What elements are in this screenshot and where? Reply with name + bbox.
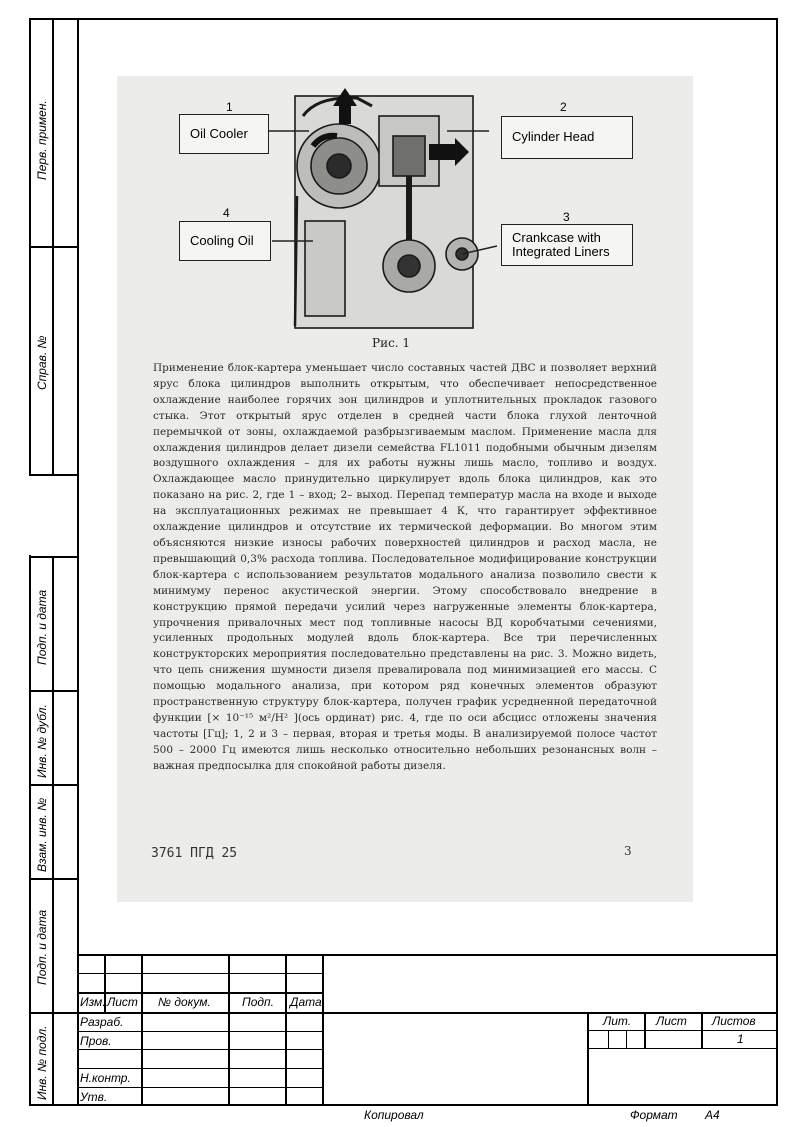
stamp-lit-col-d bbox=[701, 1012, 703, 1048]
label-podp-data-bottom: Подп. и дата bbox=[35, 909, 49, 985]
stamp-row-7 bbox=[77, 1087, 322, 1088]
side-sep-3 bbox=[29, 556, 77, 558]
stamp-n-dokum: № докум. bbox=[158, 995, 211, 1009]
label-podp-data-top: Подп. и дата bbox=[35, 589, 49, 665]
side-column-divider-lower bbox=[52, 556, 54, 1106]
stamp-lit-col-c bbox=[644, 1012, 646, 1048]
stamp-list-hdr: Лист bbox=[656, 1014, 687, 1028]
stamp-lit-col-a bbox=[608, 1030, 609, 1048]
body-paragraph: Применение блок-картера уменьшает число составных частей ДВС и позволяет верхний ярус блока цилиндров выполнить открытым, что обеспечивает непосредственное охлаждение наиболее горячих зон цилиндров и уплотнительных прокладок газового стыка. Этот открытый ярус отделен в средней части блока глухой ленточной перемычкой от зоны, охлаждаемой разбрызгиваемым маслом. Применение масла для охлаждения цилиндров делает дизели семейства FL1011 подобными обычным дизелям воздушного охлаждения – для их работы нужны лишь масло, топливо и воздух. Охлаждающее масло принудительно циркулирует вдоль блока цилиндров, как это показано на рис. 2, где 1 – вход; 2– выход. Перепад температур масла на входе и выходе на эксплуатационных режимах не превышает 4 К, что гарантирует эффективное охлаждение цилиндров и отсутствие их термической деформации. Во многом этим объясняются низкие износы рабочих поверхностей цилиндров и расход масла, не превышающий 0,3% расхода топлива. Последовательное модифицирование конструкции блок-картера с использованием результатов модального анализа позволило свести к минимуму перенос акустической энергии. Этому способствовало внедрение в конструкцию прямой передачи усилий через нагруженные элементы блок-картера, упрочнения привалочных мест под топливные насосы ВД коробчатыми сечениями, усиленных продольных модулей вдоль блок-картера. Все три перечисленных конструкторских мероприятия последовательно представлены на рис. 3. Можно видеть, что цепь снижения шумности дизеля превалировала под минимизацией его массы. С помощью модального анализа, при котором ряд конечных элементов образуют пространственную структуру блок-картера, получен график усредненной передаточной функции [× 10⁻¹⁵ м²/Н² ](ось ординат) рис. 4, где по оси абсцисс отложены значения частоты [Гц]; 1, 2 и 3 – первая, вторая и третья моды. В анализируемой полосе частот 500 – 2000 Гц имеются лишь несколько относительно небольших резонансных волн – важная предпосылка для спокойной работы дизеля. bbox=[153, 362, 657, 772]
stamp-list: Лист bbox=[107, 995, 138, 1009]
label-perv-primen: Перв. примен. bbox=[35, 100, 49, 180]
label-num-2: 2 bbox=[560, 100, 567, 114]
label-vzam-inv: Взам. инв. № bbox=[35, 797, 49, 872]
cooling-oil-label: Cooling Oil bbox=[179, 221, 271, 261]
stamp-row-6 bbox=[77, 1068, 322, 1069]
figure-caption: Рис. 1 bbox=[372, 336, 411, 350]
stamp-right-block-border bbox=[587, 1012, 589, 1106]
stamp-data: Дата bbox=[290, 995, 322, 1009]
stamp-n-kontr: Н.контр. bbox=[80, 1071, 131, 1085]
stamp-lit: Лит. bbox=[603, 1014, 632, 1028]
label-num-1: 1 bbox=[226, 100, 233, 114]
side-sep-4 bbox=[29, 690, 77, 692]
stamp-lit-row-1 bbox=[587, 1030, 778, 1031]
document-code: 3761 ПГД 25 bbox=[151, 846, 238, 861]
side-gap bbox=[28, 476, 76, 555]
stamp-top-border bbox=[77, 954, 778, 956]
stamp-prov: Пров. bbox=[80, 1034, 112, 1048]
stamp-row-2 bbox=[77, 992, 322, 994]
stamp-mid-border bbox=[322, 1012, 778, 1014]
stamp-divider-main bbox=[322, 954, 324, 1106]
stamp-podp: Подп. bbox=[242, 995, 274, 1009]
page-number: 3 bbox=[624, 844, 632, 858]
scanned-page bbox=[117, 76, 693, 902]
stamp-listov-value: 1 bbox=[737, 1032, 744, 1046]
side-sep-5 bbox=[29, 784, 77, 786]
label-inv-dubl: Инв. № дубл. bbox=[35, 704, 49, 778]
side-sep-6 bbox=[29, 878, 77, 880]
label-num-4: 4 bbox=[223, 206, 230, 220]
label-inv-podl: Инв. № подл. bbox=[35, 1025, 49, 1100]
stamp-col-3 bbox=[228, 954, 230, 1106]
label-sprav-no: Справ. № bbox=[35, 335, 49, 390]
format-value: A4 bbox=[705, 1108, 720, 1122]
kopiroval-label: Копировал bbox=[364, 1108, 424, 1122]
stamp-izm: Изм. bbox=[80, 995, 106, 1009]
side-sep-1 bbox=[29, 246, 77, 248]
stamp-row-4 bbox=[77, 1031, 322, 1032]
stamp-col-2 bbox=[141, 954, 143, 1106]
stamp-lit-col-b bbox=[626, 1030, 627, 1048]
stamp-listov: Листов bbox=[712, 1014, 756, 1028]
format-label: Формат bbox=[630, 1108, 678, 1122]
label-num-3: 3 bbox=[563, 210, 570, 224]
stamp-row-5 bbox=[77, 1049, 322, 1050]
stamp-row-1 bbox=[77, 973, 322, 974]
stamp-row-3 bbox=[77, 1012, 322, 1014]
crankcase-label: Crankcase with Integrated Liners bbox=[501, 224, 633, 266]
stamp-razrab: Разраб. bbox=[80, 1015, 124, 1029]
cylinder-head-label: Cylinder Head bbox=[501, 116, 633, 159]
stamp-utv: Утв. bbox=[80, 1090, 108, 1104]
stamp-lit-row-2 bbox=[587, 1048, 778, 1049]
stamp-col-4 bbox=[285, 954, 287, 1106]
oil-cooler-label: Oil Cooler bbox=[179, 114, 269, 154]
side-sep-7 bbox=[29, 1012, 77, 1014]
